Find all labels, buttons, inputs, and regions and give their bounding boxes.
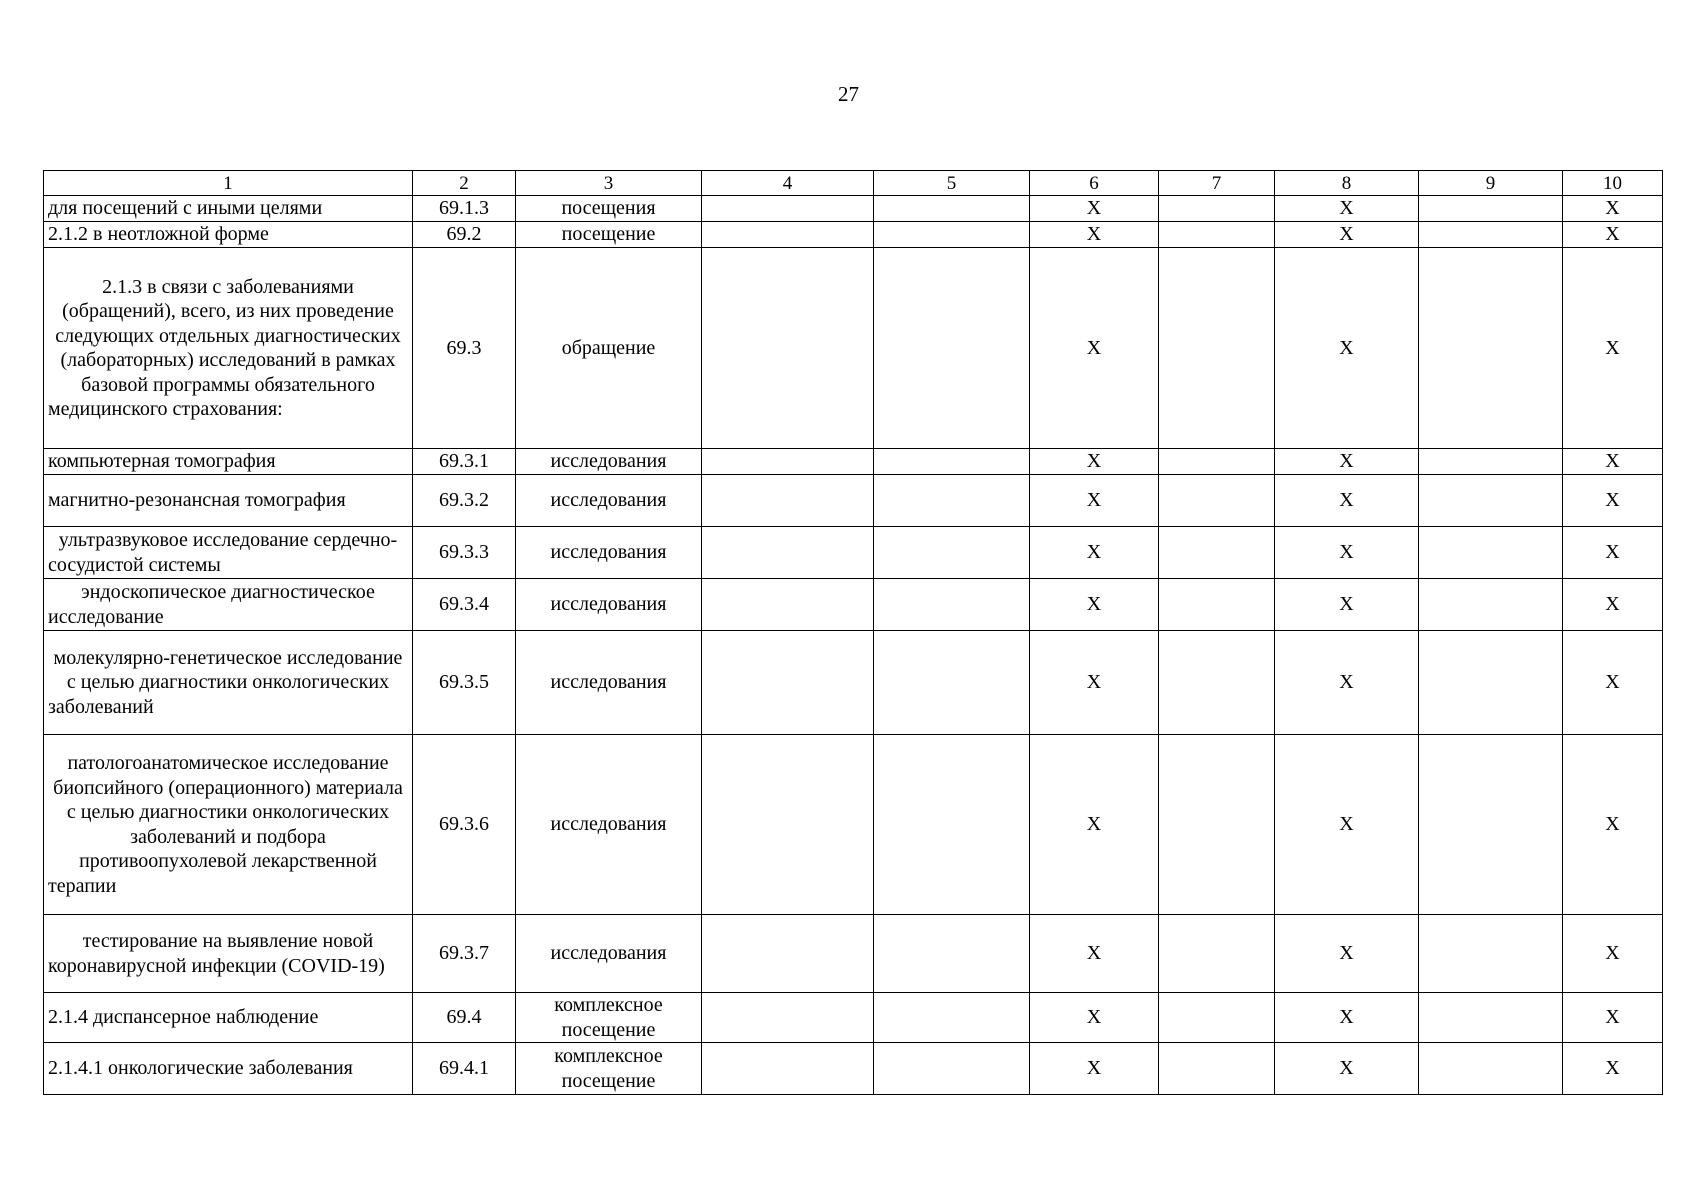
- row-col8-cell: X: [1275, 248, 1419, 449]
- row-col5-cell: [874, 248, 1030, 449]
- header-row: [44, 171, 1663, 196]
- column-header: 1: [44, 171, 413, 196]
- row-col8-cell: X: [1275, 915, 1419, 993]
- row-col4-cell: [702, 196, 874, 222]
- row-col10-cell: X: [1563, 579, 1663, 631]
- row-col6-cell: X: [1030, 248, 1159, 449]
- row-col9-cell: [1419, 222, 1563, 248]
- row-col9-cell: [1419, 915, 1563, 993]
- row-code-cell: 69.4.1: [413, 1043, 516, 1095]
- row-unit-cell: обращение: [516, 248, 702, 449]
- row-col4-cell: [702, 222, 874, 248]
- row-col4-cell: [702, 1043, 874, 1095]
- row-unit-cell: исследования: [516, 915, 702, 993]
- row-col7-cell: [1159, 735, 1275, 915]
- row-name-cell: 2.1.2 в неотложной форме: [44, 222, 413, 248]
- row-col6-cell: X: [1030, 196, 1159, 222]
- row-col4-cell: [702, 631, 874, 735]
- row-col6-cell: X: [1030, 993, 1159, 1043]
- row-col5-cell: [874, 993, 1030, 1043]
- row-unit-cell: посещение: [516, 222, 702, 248]
- row-col7-cell: [1159, 248, 1275, 449]
- row-col6-cell: X: [1030, 475, 1159, 527]
- row-col7-cell: [1159, 579, 1275, 631]
- row-col10-cell: X: [1563, 196, 1663, 222]
- row-code-cell: 69.3.6: [413, 735, 516, 915]
- row-col5-cell: [874, 196, 1030, 222]
- row-col8-cell: X: [1275, 527, 1419, 579]
- row-col8-cell: X: [1275, 449, 1419, 475]
- row-col8-cell: X: [1275, 475, 1419, 527]
- row-col8-cell: X: [1275, 1043, 1419, 1095]
- row-code-cell: 69.3.3: [413, 527, 516, 579]
- row-col8-cell: X: [1275, 579, 1419, 631]
- row-col4-cell: [702, 449, 874, 475]
- row-col8-cell: X: [1275, 631, 1419, 735]
- table-row: [44, 993, 1663, 1043]
- row-col10-cell: X: [1563, 248, 1663, 449]
- row-unit-cell: исследования: [516, 475, 702, 527]
- row-col4-cell: [702, 993, 874, 1043]
- table-row: [44, 196, 1663, 222]
- row-col4-cell: [702, 475, 874, 527]
- row-col4-cell: [702, 915, 874, 993]
- row-col5-cell: [874, 527, 1030, 579]
- row-code-cell: 69.4: [413, 993, 516, 1043]
- row-code-cell: 69.3: [413, 248, 516, 449]
- row-col5-cell: [874, 735, 1030, 915]
- row-unit-cell: комплексное посещение: [516, 993, 702, 1043]
- row-col4-cell: [702, 527, 874, 579]
- row-col8-cell: X: [1275, 222, 1419, 248]
- column-header: 10: [1563, 171, 1663, 196]
- row-col7-cell: [1159, 475, 1275, 527]
- row-name-cell: тестирование на выявление новой коронавирусной инфекции (COVID-19): [44, 915, 413, 993]
- table-row: [44, 631, 1663, 735]
- row-name-cell: эндоскопическое диагностическое исследование: [44, 579, 413, 631]
- row-col7-cell: [1159, 196, 1275, 222]
- row-col7-cell: [1159, 222, 1275, 248]
- row-unit-cell: посещения: [516, 196, 702, 222]
- row-col10-cell: X: [1563, 449, 1663, 475]
- column-header: 6: [1030, 171, 1159, 196]
- row-name-cell: компьютерная томография: [44, 449, 413, 475]
- column-header: 7: [1159, 171, 1275, 196]
- row-col8-cell: X: [1275, 993, 1419, 1043]
- row-col9-cell: [1419, 196, 1563, 222]
- table-row: [44, 222, 1663, 248]
- row-col6-cell: X: [1030, 527, 1159, 579]
- row-code-cell: 69.2: [413, 222, 516, 248]
- row-col5-cell: [874, 222, 1030, 248]
- column-header: 9: [1419, 171, 1563, 196]
- row-col7-cell: [1159, 915, 1275, 993]
- row-col10-cell: X: [1563, 475, 1663, 527]
- row-name-cell: молекулярно-генетическое исследование с целью диагностики онкологических заболеваний: [44, 631, 413, 735]
- row-code-cell: 69.3.7: [413, 915, 516, 993]
- table-row: [44, 579, 1663, 631]
- row-col9-cell: [1419, 475, 1563, 527]
- row-col10-cell: X: [1563, 735, 1663, 915]
- row-unit-cell: исследования: [516, 735, 702, 915]
- table-row: [44, 1043, 1663, 1095]
- row-col8-cell: X: [1275, 735, 1419, 915]
- row-col7-cell: [1159, 527, 1275, 579]
- row-col7-cell: [1159, 449, 1275, 475]
- row-col5-cell: [874, 449, 1030, 475]
- row-col9-cell: [1419, 527, 1563, 579]
- row-col10-cell: X: [1563, 993, 1663, 1043]
- row-col7-cell: [1159, 1043, 1275, 1095]
- column-header: 3: [516, 171, 702, 196]
- column-header: 5: [874, 171, 1030, 196]
- table-row: [44, 475, 1663, 527]
- row-col9-cell: [1419, 631, 1563, 735]
- data-table: [43, 170, 1663, 1095]
- row-col9-cell: [1419, 248, 1563, 449]
- row-col6-cell: X: [1030, 449, 1159, 475]
- row-col5-cell: [874, 631, 1030, 735]
- row-col10-cell: X: [1563, 915, 1663, 993]
- row-col4-cell: [702, 248, 874, 449]
- row-col9-cell: [1419, 579, 1563, 631]
- row-col10-cell: X: [1563, 222, 1663, 248]
- row-col6-cell: X: [1030, 222, 1159, 248]
- row-col4-cell: [702, 579, 874, 631]
- row-col6-cell: X: [1030, 1043, 1159, 1095]
- row-name-cell: 2.1.4 диспансерное наблюдение: [44, 993, 413, 1043]
- row-col5-cell: [874, 475, 1030, 527]
- row-col6-cell: X: [1030, 915, 1159, 993]
- row-col5-cell: [874, 1043, 1030, 1095]
- row-col7-cell: [1159, 631, 1275, 735]
- row-col10-cell: X: [1563, 1043, 1663, 1095]
- row-col6-cell: X: [1030, 631, 1159, 735]
- row-col9-cell: [1419, 449, 1563, 475]
- row-col4-cell: [702, 735, 874, 915]
- table-row: [44, 248, 1663, 449]
- row-unit-cell: комплексное посещение: [516, 1043, 702, 1095]
- row-code-cell: 69.3.4: [413, 579, 516, 631]
- row-name-cell: 2.1.3 в связи с заболеваниями (обращений), всего, из них проведение следующих отдельных диагностических (лабораторных) исследований в рамках базовой программы обязательного медицинского страхования:: [44, 248, 413, 449]
- row-col9-cell: [1419, 1043, 1563, 1095]
- page-number: 27: [838, 82, 859, 106]
- row-col9-cell: [1419, 735, 1563, 915]
- row-col10-cell: X: [1563, 527, 1663, 579]
- row-col5-cell: [874, 579, 1030, 631]
- column-header: 2: [413, 171, 516, 196]
- row-col10-cell: X: [1563, 631, 1663, 735]
- row-code-cell: 69.3.5: [413, 631, 516, 735]
- table-row: [44, 449, 1663, 475]
- table-row: [44, 915, 1663, 993]
- row-name-cell: ультразвуковое исследование сердечно-сосудистой системы: [44, 527, 413, 579]
- row-col5-cell: [874, 915, 1030, 993]
- row-unit-cell: исследования: [516, 527, 702, 579]
- table-row: [44, 735, 1663, 915]
- column-header: 8: [1275, 171, 1419, 196]
- row-name-cell: патологоанатомическое исследование биопсийного (операционного) материала с целью диагностики онкологических заболеваний и подбора противоопухолевой лекарственной терапии: [44, 735, 413, 915]
- row-col6-cell: X: [1030, 735, 1159, 915]
- row-col6-cell: X: [1030, 579, 1159, 631]
- row-unit-cell: исследования: [516, 449, 702, 475]
- row-code-cell: 69.3.2: [413, 475, 516, 527]
- row-name-cell: 2.1.4.1 онкологические заболевания: [44, 1043, 413, 1095]
- column-header: 4: [702, 171, 874, 196]
- row-col9-cell: [1419, 993, 1563, 1043]
- row-col8-cell: X: [1275, 196, 1419, 222]
- row-code-cell: 69.1.3: [413, 196, 516, 222]
- row-code-cell: 69.3.1: [413, 449, 516, 475]
- row-unit-cell: исследования: [516, 631, 702, 735]
- row-name-cell: для посещений с иными целями: [44, 196, 413, 222]
- row-col7-cell: [1159, 993, 1275, 1043]
- row-unit-cell: исследования: [516, 579, 702, 631]
- row-name-cell: магнитно-резонансная томография: [44, 475, 413, 527]
- table-row: [44, 527, 1663, 579]
